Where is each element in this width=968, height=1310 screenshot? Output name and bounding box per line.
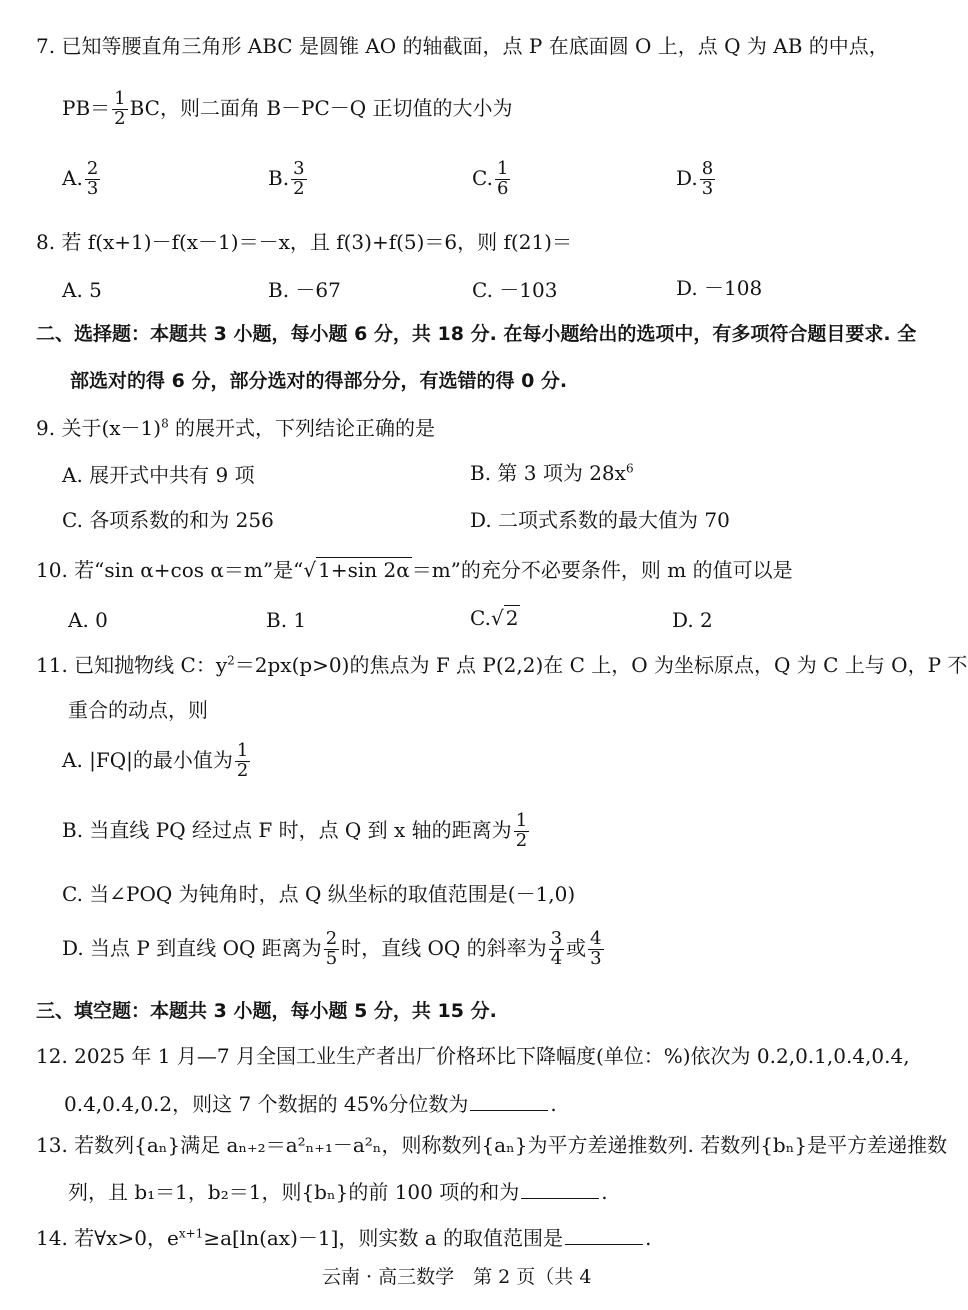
q11-stem-line2: 重合的动点，则 [68,698,208,722]
section2-heading-cont: 部选对的得 6 分，部分选对的得部分分，有选错的得 0 分. [70,370,568,392]
q14-stem: 14. 若∀x>0，$e^{x+1}\ge a[\ln(ax)-1]$，则实数 a 的取值范围是 . [36,1226,652,1250]
q9-option-b: B. 第 3 项为 $28x^6$ [470,461,634,485]
q10-stem: 10. 若“sin α+cos α＝m”是“√ 1+sin 2α ＝m”的充分不必要条件，则 m 的值可以是 [36,558,793,582]
q13-answer-blank [521,1180,599,1199]
q10-option-a: A. 0 [68,608,108,632]
q7-option-a: A. $\frac{2}{3}$ [62,158,99,199]
q14-answer-blank [565,1226,643,1245]
q10-option-b: B. 1 [266,608,307,632]
q8-option-c: C. －103 [472,278,558,302]
q10-option-c: C.√ 2 [470,606,519,630]
q11-option-b: B. 当直线 PQ 经过点 F 时，点 Q 到 x 轴的距离为 $\frac{1}{2}$ [62,810,528,851]
q10-option-d: D. 2 [672,608,713,632]
q8-option-b: B. －67 [268,278,341,302]
q11-option-d: D. 当点 P 到直线 OQ 距离为 $\frac{2}{5}$ 时，直线 OQ 的斜率为 $\frac{3}{4}$ 或 $\frac{4}{3}$ [62,928,602,969]
q13-line2: 列，且 b₁＝1，b₂＝1，则{bₙ}的前 100 项的和为 . [68,1180,608,1204]
q12-line2: 0.4,0.4,0.2，则这 7 个数据的 45%分位数为 . [64,1092,557,1116]
q7-option-d: D. $\frac{8}{3}$ [676,158,714,199]
q7-pb-text: PB＝ [62,95,111,120]
q9-option-a: A. 展开式中共有 9 项 [62,463,255,487]
q8-option-a: A. 5 [62,278,102,302]
q8-stem: 8. 若 f(x+1)－f(x－1)＝－x，且 f(3)+f(5)＝6，则 f(21)＝ [36,230,572,254]
q7-option-b: B. $\frac{3}{2}$ [268,158,305,199]
q7-line1: 7. 已知等腰直角三角形 ABC 是圆锥 AO 的轴截面，点 P 在底面圆 O 上，点 Q 为 AB 的中点， [36,34,889,58]
q9-option-c: C. 各项系数的和为 256 [62,508,274,532]
q13-line1: 13. 若数列{aₙ}满足 aₙ₊₂＝a²ₙ₊₁－a²ₙ，则称数列{aₙ}为平方差递推数列. 若数列{bₙ}是平方差递推数 [36,1133,948,1157]
q11-option-c: C. 当∠POQ 为钝角时，点 Q 纵坐标的取值范围是(－1,0) [62,882,576,906]
q7-stem-rest: BC，则二面角 B－PC－Q 正切值的大小为 [129,95,513,120]
q7-option-c: C. $\frac{1}{6}$ [472,158,509,199]
section3-heading: 三、填空题：本题共 3 小题，每小题 5 分，共 15 分. [36,1000,497,1022]
q9-option-d: D. 二项式系数的最大值为 70 [470,508,730,532]
page-footer: 云南 · 高三数学 第 2 页（共 4 [322,1266,592,1288]
q11-stem-line1: 11. 已知抛物线 C：$y^2=2px(p>0)$的焦点为 F 点 P(2,2)在 C 上，O 为坐标原点，Q 为 C 上与 O，P 不 [36,653,968,677]
q11-option-a: A. |FQ|的最小值为 $\frac{1}{2}$ [62,740,249,781]
q12-answer-blank [470,1092,548,1111]
section2-heading: 二、选择题：本题共 3 小题，每小题 6 分，共 18 分. 在每小题给出的选项中，有多项符合题目要求. 全 [36,323,917,345]
q8-option-d: D. －108 [676,276,763,300]
q7-half-fraction: $\frac{1}{2}$ [114,88,126,129]
q12-line1: 12. 2025 年 1 月—7 月全国工业生产者出厂价格环比下降幅度(单位：%)依次为 0.2,0.1,0.4,0.4, [36,1044,910,1068]
q9-stem: 9. 关于$(x-1)^8$ 的展开式，下列结论正确的是 [36,416,436,440]
q7-line2 [62,90,513,129]
